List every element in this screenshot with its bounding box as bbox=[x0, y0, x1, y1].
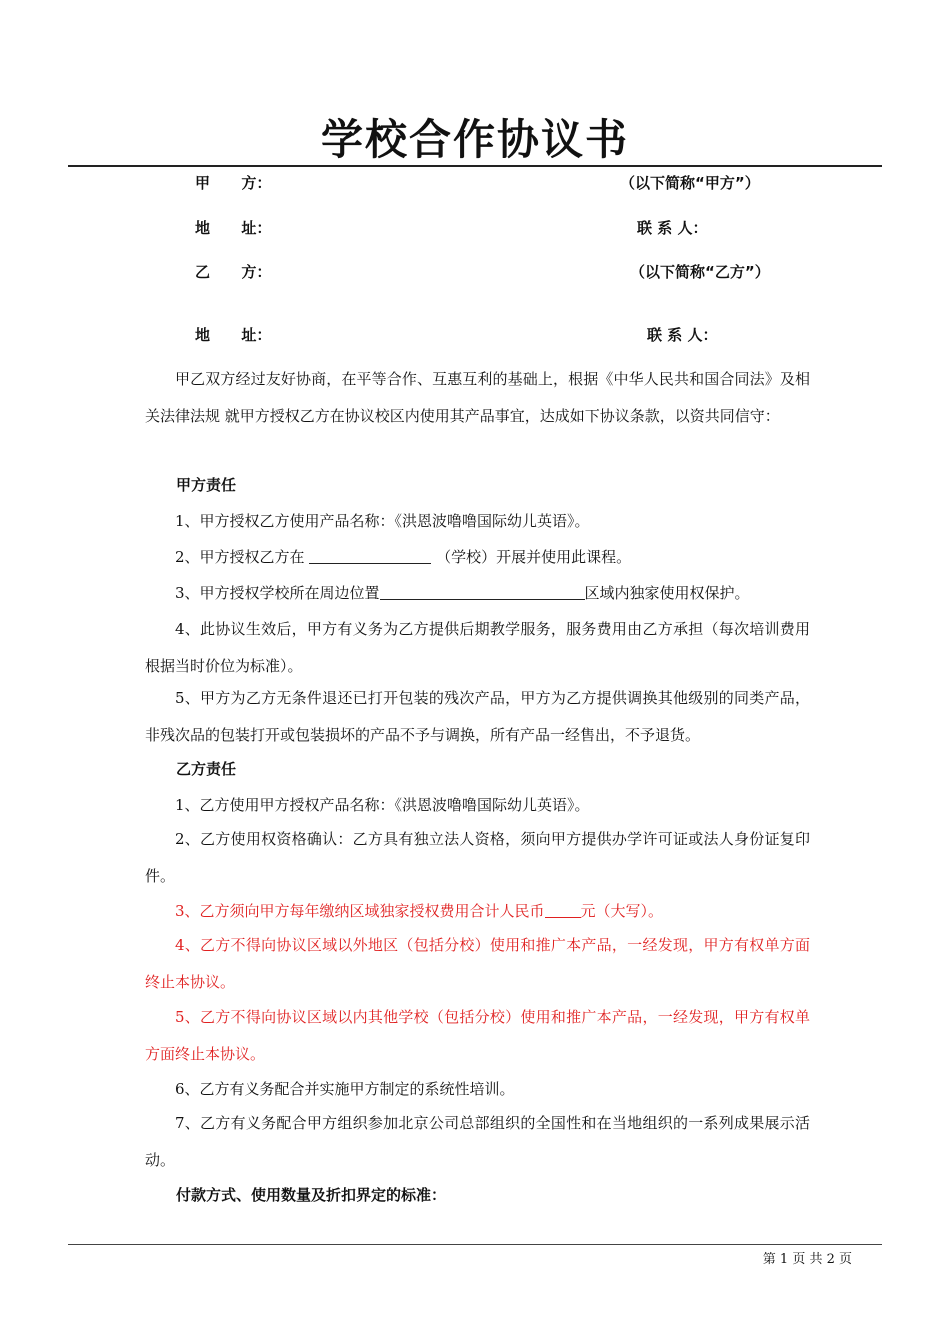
school-name-blank[interactable] bbox=[309, 547, 431, 564]
section-a-item-1: 1、甲方授权乙方使用产品名称：《洪恩波噜噜国际幼儿英语》。 bbox=[175, 512, 590, 530]
section-b-item-3-prefix: 3、乙方须向甲方每年缴纳区域独家授权费用合计人民币 bbox=[175, 902, 545, 920]
section-b-item-2: 2、乙方使用权资格确认：乙方具有独立法人资格，须向甲方提供办学许可证或法人身份证复印件。 bbox=[145, 830, 810, 885]
section-a-item-3-suffix: 区域内独家使用权保护。 bbox=[584, 584, 750, 602]
section-a-item-3 bbox=[145, 575, 810, 612]
section-a-item-3-prefix: 3、甲方授权学校所在周边位置 bbox=[175, 584, 380, 602]
footer-divider bbox=[68, 1244, 882, 1245]
party-a-label: 甲 方： bbox=[195, 174, 272, 192]
contact-a-label: 联 系 人： bbox=[637, 219, 708, 237]
party-b-note: （以下简称“乙方”） bbox=[630, 263, 770, 281]
contact-b-label: 联 系 人： bbox=[647, 326, 718, 344]
section-b-item-5: 5、乙方不得向协议区域以内其他学校（包括分校）使用和推广本产品，一经发现，甲方有权单方面终止本协议。 bbox=[145, 1008, 810, 1063]
section-a-item-4: 4、此协议生效后，甲方有义务为乙方提供后期教学服务，服务费用由乙方承担（每次培训费用根据当时价位为标准）。 bbox=[145, 620, 810, 675]
section-a-item-5: 5、甲方为乙方无条件退还已打开包装的残次产品，甲方为乙方提供调换其他级别的同类产品，非残次品的包装打开或包装损坏的产品不予与调换，所有产品一经售出，不予退货。 bbox=[145, 689, 810, 744]
section-a-item-2 bbox=[145, 539, 810, 576]
section-b-item-7: 7、乙方有义务配合甲方组织参加北京公司总部组织的全国性和在当地组织的一系列成果展示活动。 bbox=[145, 1114, 810, 1169]
address-b-label: 地 址： bbox=[195, 326, 272, 344]
section-b-item-3 bbox=[145, 893, 810, 930]
page-number: 第 1 页 共 2 页 bbox=[762, 1252, 852, 1267]
section-b-item-1: 1、乙方使用甲方授权产品名称：《洪恩波噜噜国际幼儿英语》。 bbox=[175, 796, 590, 814]
section-b-heading: 乙方责任 bbox=[176, 760, 237, 778]
intro-paragraph: 甲乙双方经过友好协商，在平等合作、互惠互利的基础上，根据《中华人民共和国合同法》及相关法律法规 就甲方授权乙方在协议校区内使用其产品事宜，达成如下协议条款，以资共同信守： bbox=[145, 370, 810, 425]
fee-amount-blank[interactable] bbox=[545, 901, 581, 918]
party-b-label: 乙 方： bbox=[195, 263, 272, 281]
section-a-item-2-suffix: （学校）开展并使用此课程。 bbox=[431, 548, 632, 566]
section-b-item-4: 4、乙方不得向协议区域以外地区（包括分校）使用和推广本产品，一经发现，甲方有权单方面终止本协议。 bbox=[145, 936, 810, 991]
title-divider bbox=[68, 165, 882, 167]
section-a-heading: 甲方责任 bbox=[176, 476, 237, 494]
section-c-heading: 付款方式、使用数量及折扣界定的标准： bbox=[176, 1186, 447, 1204]
document-title: 学校合作协议书 bbox=[320, 115, 629, 164]
region-blank[interactable] bbox=[380, 583, 585, 600]
section-b-item-6: 6、乙方有义务配合并实施甲方制定的系统性培训。 bbox=[175, 1080, 515, 1098]
section-b-item-3-suffix: 元（大写）。 bbox=[580, 902, 664, 920]
section-a-item-2-prefix: 2、甲方授权乙方在 bbox=[175, 548, 310, 566]
address-a-label: 地 址： bbox=[195, 219, 272, 237]
party-a-note: （以下简称“甲方”） bbox=[620, 174, 760, 192]
